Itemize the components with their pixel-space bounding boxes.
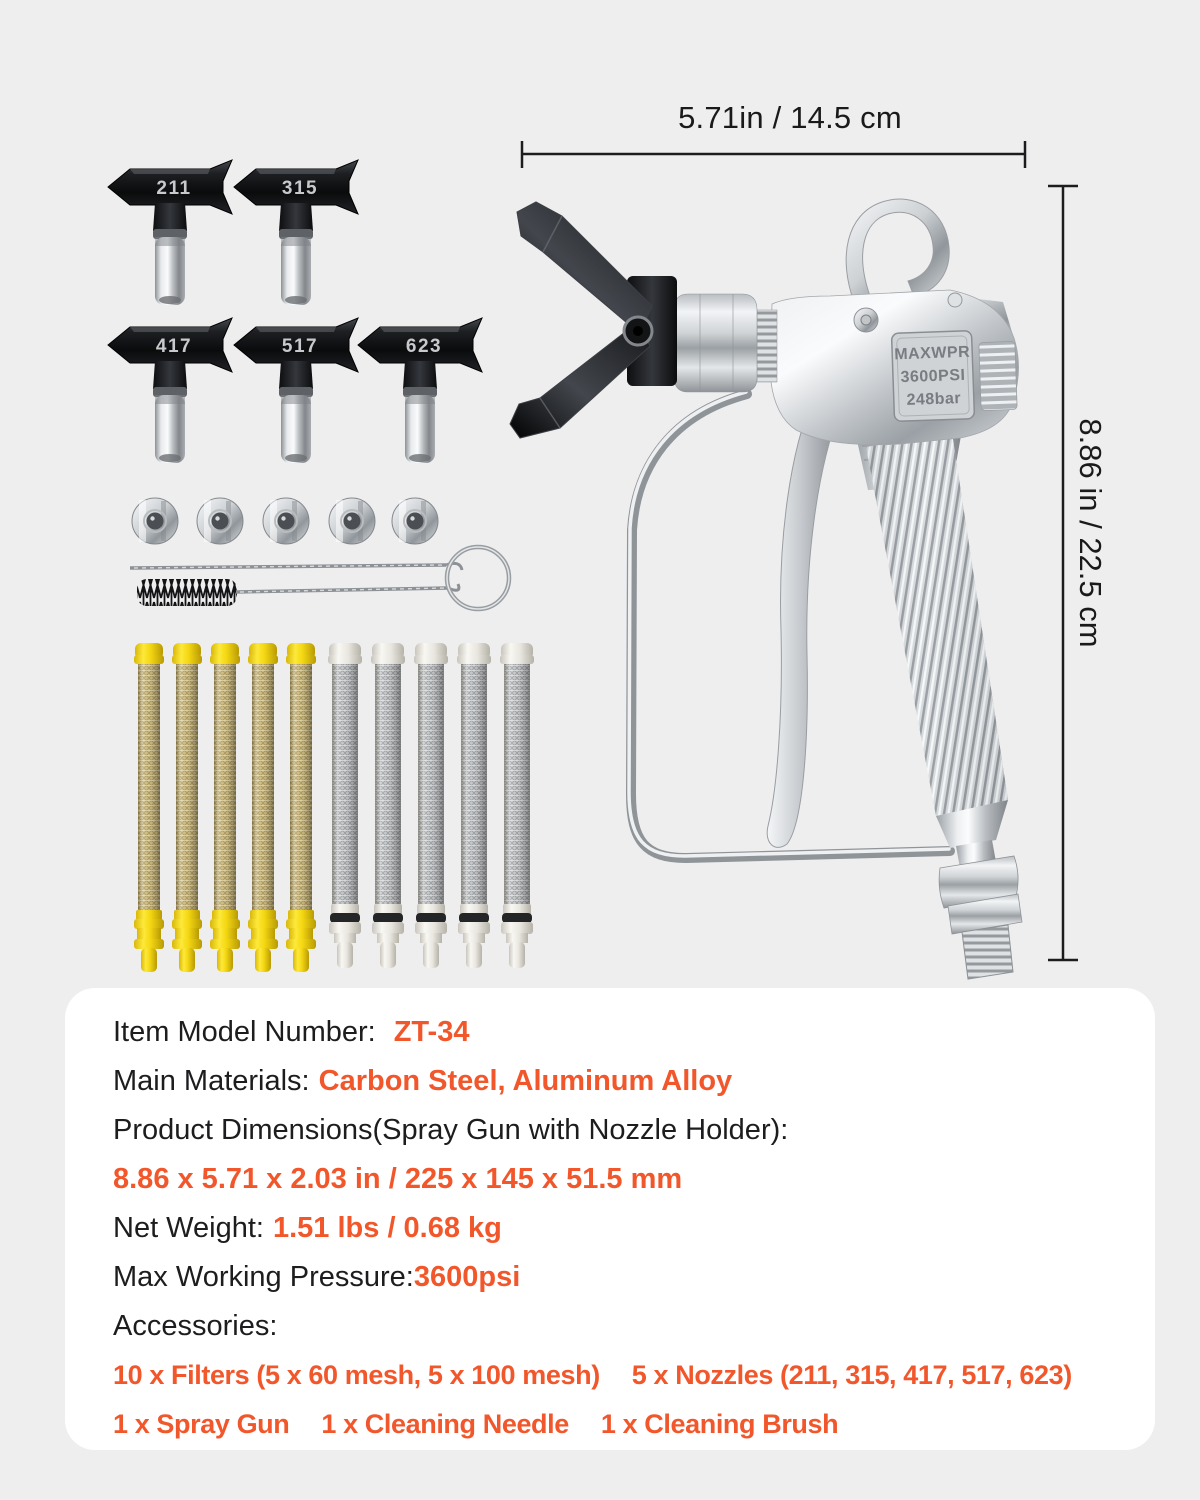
spec-row-accessories-2: [113, 1400, 1155, 1449]
plate-line-2: 3600PSI: [900, 366, 966, 387]
spec-value: 1 x Spray Gun: [113, 1409, 290, 1439]
spec-row-dimensions-title: [113, 1106, 1155, 1155]
nozzle-tip-211: [108, 160, 232, 305]
spec-label: Net Weight:: [113, 1212, 264, 1244]
spec-label: Main Materials:: [113, 1065, 310, 1097]
nozzle-tip-517: [234, 318, 358, 463]
spec-row-pressure: [113, 1253, 1155, 1302]
spec-value: 5 x Nozzles (211, 315, 417, 517, 623): [631, 1360, 1072, 1390]
tip-washers: [132, 498, 438, 544]
height-dimension-label: 8.86 in / 22.5 cm: [1073, 418, 1108, 648]
width-dimension-label: 5.71in / 14.5 cm: [678, 100, 902, 135]
nozzle-label: 623: [405, 336, 443, 357]
cleaning-needle: [130, 563, 462, 570]
spec-label: Accessories:: [113, 1310, 278, 1342]
nozzle-label: 517: [281, 336, 319, 357]
plate-line-3: 248bar: [906, 390, 962, 409]
key-ring: [447, 547, 509, 609]
spec-row-materials: [113, 1057, 1155, 1106]
spec-value: 3600psi: [413, 1261, 521, 1293]
cleaning-brush: [137, 579, 459, 606]
spec-value: Carbon Steel, Aluminum Alloy: [318, 1065, 733, 1097]
spec-row-accessories-1: [113, 1351, 1155, 1400]
spec-row-weight: [113, 1204, 1155, 1253]
spec-value: ZT-34: [393, 1016, 470, 1048]
spec-value: 8.86 x 5.71 x 2.03 in / 225 x 145 x 51.5 mm: [113, 1163, 683, 1195]
filters-60-mesh: [134, 643, 316, 972]
spec-row-accessories-title: [113, 1302, 1155, 1351]
nozzle-label: 315: [281, 178, 319, 199]
nozzle-label: 417: [155, 336, 193, 357]
spec-value: 1 x Cleaning Needle: [321, 1409, 569, 1439]
spec-card: [65, 988, 1155, 1450]
plate-line-1: MAXWPR: [893, 343, 971, 364]
width-dimension-line: [522, 141, 1025, 168]
spec-label: Product Dimensions(Spray Gun with Nozzle Holder):: [113, 1114, 789, 1146]
spec-value: 1 x Cleaning Brush: [600, 1409, 839, 1439]
spec-label: Max Working Pressure:: [113, 1261, 414, 1293]
nozzle-tip-623: [358, 318, 482, 463]
spec-label: Item Model Number:: [113, 1016, 376, 1048]
nozzle-label: 211: [156, 178, 192, 199]
spec-value: 10 x Filters (5 x 60 mesh, 5 x 100 mesh): [113, 1360, 600, 1390]
spray-gun: [510, 199, 1022, 979]
spec-row-dimensions-value: [113, 1155, 1155, 1204]
spec-row-model: [113, 1008, 1155, 1057]
nozzle-tip-315: [234, 160, 358, 305]
filters-100-mesh: [328, 643, 534, 968]
nozzle-tip-417: [108, 318, 232, 463]
spec-value: 1.51 lbs / 0.68 kg: [272, 1212, 502, 1244]
pressure-plate: [891, 331, 974, 422]
